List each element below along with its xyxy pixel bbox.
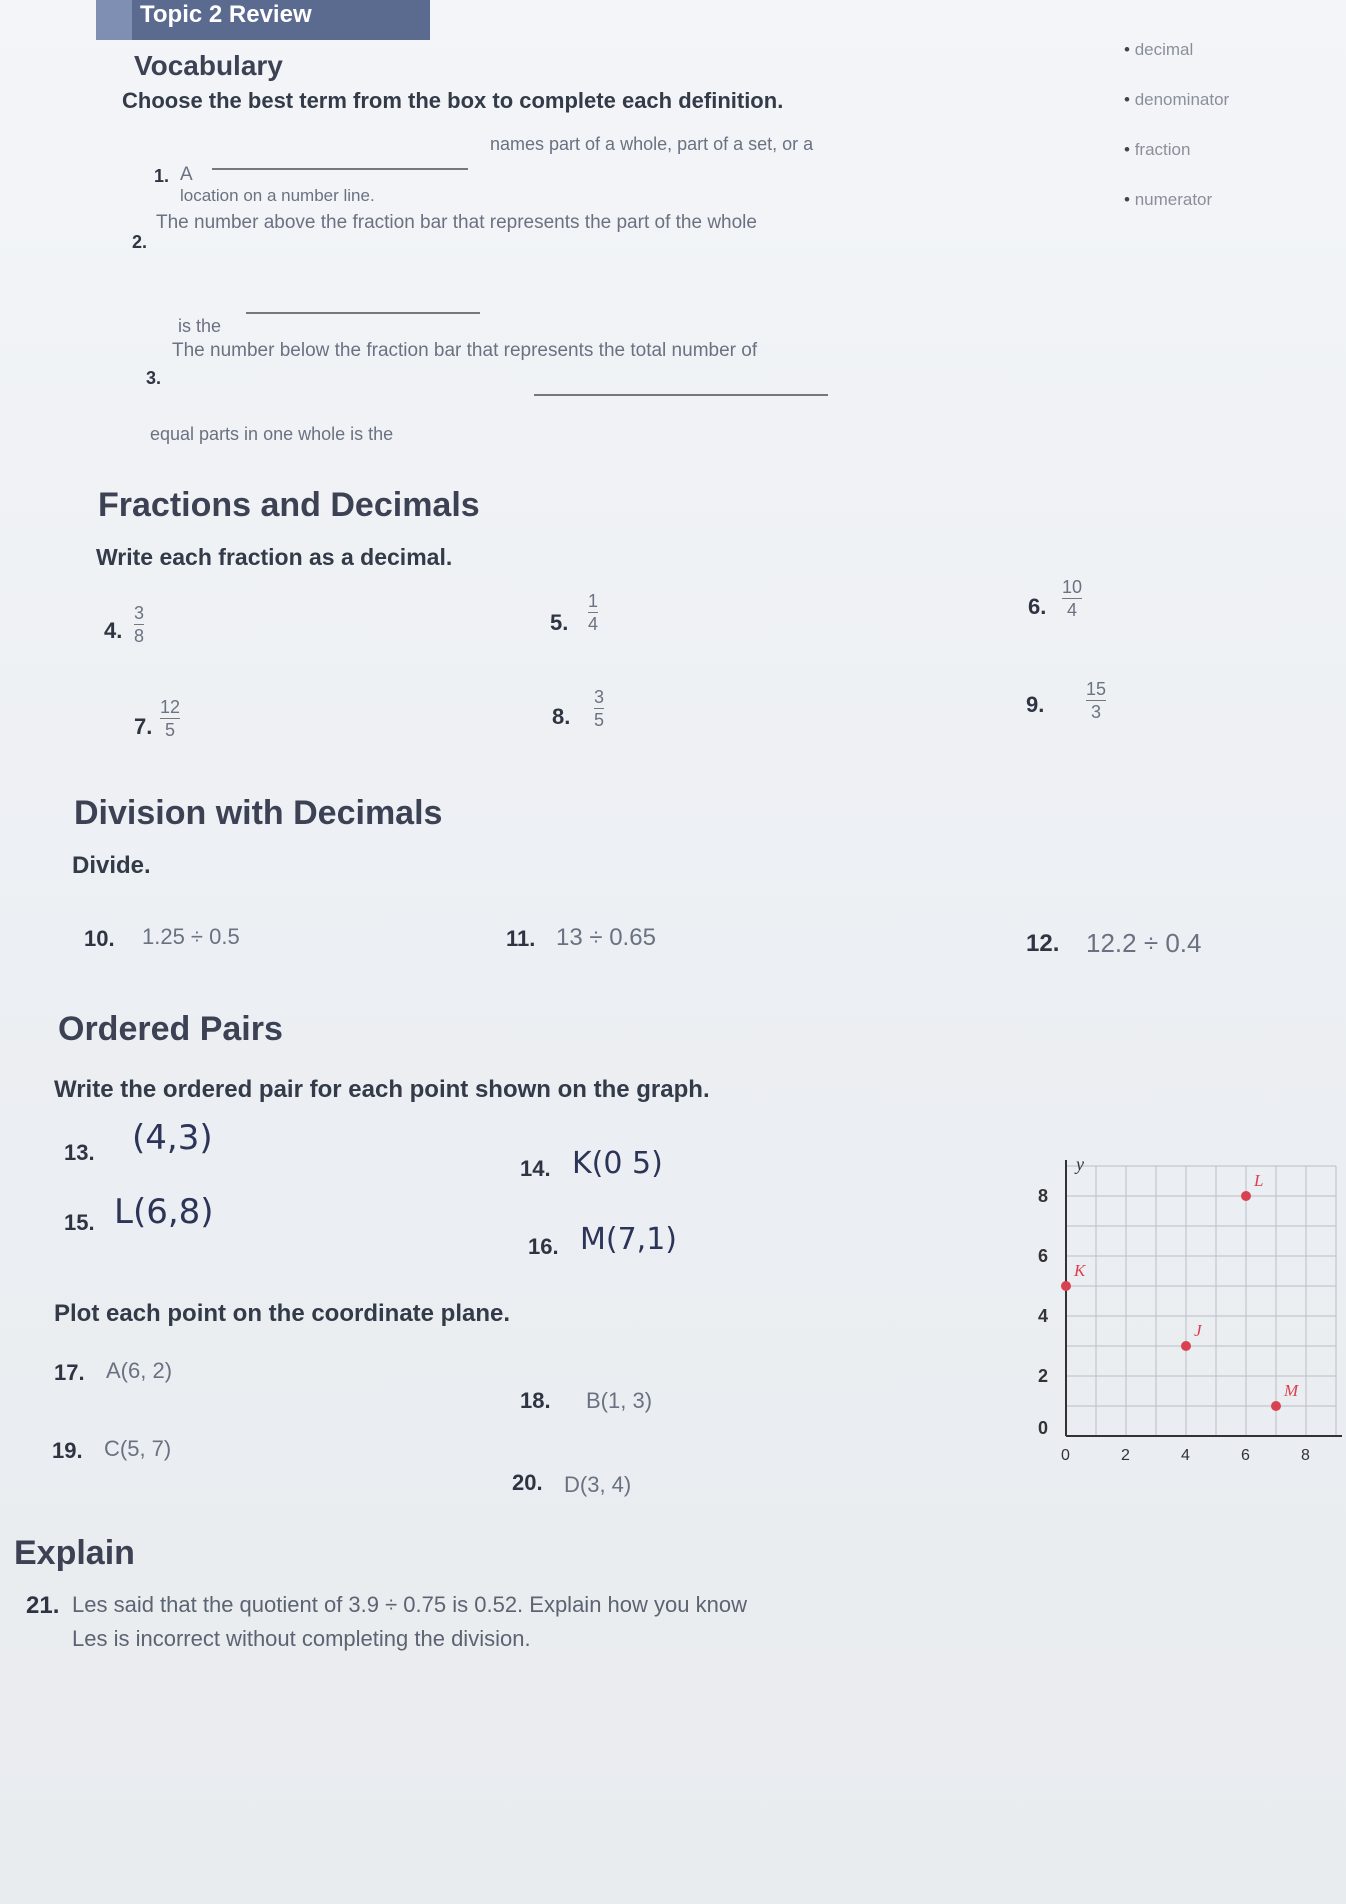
y-tick-label: 2 <box>1038 1366 1049 1386</box>
fraction-bar <box>1086 700 1106 701</box>
y-tick-label: 6 <box>1038 1246 1049 1266</box>
denominator: 4 <box>588 614 599 634</box>
y-tick-label: 0 <box>1038 1418 1049 1438</box>
q2-text-cont: is the <box>178 316 222 336</box>
ordered-pairs-title: Ordered Pairs <box>58 1010 283 1048</box>
point-k-label: K <box>1074 1261 1086 1280</box>
q11-number: 11. <box>506 926 536 951</box>
fraction-bar <box>588 612 598 613</box>
q11-expression: 13 ÷ 0.65 <box>556 924 656 951</box>
vocabulary-instruction: Choose the best term from the box to complete each definition. <box>122 88 784 113</box>
point-m-marker <box>1271 1401 1281 1411</box>
x-tick-label: 6 <box>1241 1447 1250 1464</box>
q5-number: 5. <box>550 610 569 635</box>
q1-text: names part of a whole, part of a set, or a <box>490 134 814 154</box>
q8-fraction <box>594 688 604 729</box>
q18-number: 18. <box>520 1388 551 1413</box>
denominator: 5 <box>165 720 176 740</box>
numerator: 3 <box>594 687 605 707</box>
q18-point: B(1, 3) <box>586 1388 653 1413</box>
fraction-bar <box>134 624 144 625</box>
y-tick-label: 4 <box>1038 1306 1049 1326</box>
q5-fraction <box>588 592 598 633</box>
fraction-bar <box>1062 598 1082 599</box>
q14-number: 14. <box>520 1156 551 1181</box>
q9-number: 9. <box>1026 692 1045 717</box>
q6-number: 6. <box>1028 594 1047 619</box>
word-bank-item: • decimal <box>1124 40 1229 60</box>
q4-fraction <box>134 604 144 645</box>
q21-text: Les said that the quotient of 3.9 ÷ 0.75 is 0.52. Explain how you know <box>72 1592 747 1617</box>
q20-point: D(3, 4) <box>564 1472 632 1497</box>
division-instruction: Divide. <box>72 852 151 879</box>
q12-number: 12. <box>1026 930 1060 957</box>
division-title: Division with Decimals <box>74 794 443 832</box>
denominator: 8 <box>134 626 145 646</box>
point-m-label: M <box>1284 1381 1299 1400</box>
q1-text-cont: location on a number line. <box>180 186 375 205</box>
q17-number: 17. <box>54 1360 85 1385</box>
q19-point: C(5, 7) <box>104 1436 172 1461</box>
ordered-pairs-instruction: Write the ordered pair for each point shown on the graph. <box>54 1076 710 1103</box>
q3-number: 3. <box>146 368 162 388</box>
numerator: 3 <box>134 603 145 623</box>
q4-number: 4. <box>104 618 123 643</box>
word-bank-item: • numerator <box>1124 190 1229 210</box>
q10-expression: 1.25 ÷ 0.5 <box>142 924 240 949</box>
q1-pre: A <box>180 164 193 185</box>
numerator: 1 <box>588 591 599 611</box>
q17-point: A(6, 2) <box>106 1358 173 1383</box>
q3-text: The number below the fraction bar that represents the total number of <box>172 340 758 361</box>
topic-header <box>96 0 430 40</box>
x-tick-label: 8 <box>1301 1447 1310 1464</box>
q12-expression: 12.2 ÷ 0.4 <box>1086 928 1202 958</box>
q2-text: The number above the fraction bar that represents the part of the whole <box>156 212 757 233</box>
plot-instruction: Plot each point on the coordinate plane. <box>54 1300 511 1327</box>
x-tick-label: 2 <box>1121 1447 1130 1464</box>
q16-number: 16. <box>528 1234 559 1259</box>
point-l-marker <box>1241 1191 1251 1201</box>
numerator: 12 <box>160 697 181 717</box>
word-bank <box>1124 40 1229 240</box>
q3-answer-blank[interactable] <box>534 394 828 396</box>
q20-number: 20. <box>512 1470 543 1495</box>
topic-title: Topic 2 Review <box>140 1 312 28</box>
fraction-bar <box>594 708 604 709</box>
q19-number: 19. <box>52 1438 83 1463</box>
y-axis-label: y <box>1076 1154 1084 1174</box>
q1-number: 1. <box>154 166 170 186</box>
fraction-bar <box>160 718 180 719</box>
q1-answer-blank[interactable] <box>212 168 468 170</box>
fractions-title: Fractions and Decimals <box>98 486 480 524</box>
point-k-marker <box>1061 1281 1071 1291</box>
word-bank-item: • fraction <box>1124 140 1229 160</box>
point-j-label: J <box>1194 1321 1202 1340</box>
denominator: 5 <box>594 710 605 730</box>
numerator: 15 <box>1086 679 1107 699</box>
vocabulary-title: Vocabulary <box>134 50 283 81</box>
q21-number: 21. <box>26 1592 60 1619</box>
x-tick-label: 0 <box>1061 1447 1070 1464</box>
q16-handwritten-answer: M(7,1) <box>580 1222 678 1257</box>
q15-handwritten-answer: L(6,8) <box>114 1192 214 1232</box>
q6-fraction <box>1062 578 1082 619</box>
x-tick-label: 4 <box>1181 1447 1190 1464</box>
coordinate-plane[interactable] <box>1000 1080 1346 1470</box>
q21-text-cont: Les is incorrect without completing the division. <box>72 1626 531 1651</box>
q2-number: 2. <box>132 232 148 252</box>
point-l-label: L <box>1254 1171 1264 1190</box>
q3-text-cont: equal parts in one whole is the <box>150 424 394 444</box>
q7-fraction <box>160 698 180 739</box>
numerator: 10 <box>1062 577 1083 597</box>
explain-title: Explain <box>14 1534 135 1572</box>
q13-number: 13. <box>64 1140 95 1165</box>
q13-handwritten-answer: (4,3) <box>132 1118 213 1158</box>
q14-handwritten-answer: K(0 5) <box>572 1146 663 1181</box>
q15-number: 15. <box>64 1210 95 1235</box>
denominator: 4 <box>1067 600 1078 620</box>
q7-number: 7. <box>134 714 153 739</box>
point-j-marker <box>1181 1341 1191 1351</box>
q10-number: 10. <box>84 926 115 951</box>
denominator: 3 <box>1091 702 1102 722</box>
y-tick-label: 8 <box>1038 1186 1049 1206</box>
q8-number: 8. <box>552 704 571 729</box>
word-bank-item: • denominator <box>1124 90 1229 110</box>
q9-fraction <box>1086 680 1106 721</box>
fractions-instruction: Write each fraction as a decimal. <box>96 544 453 570</box>
q2-answer-blank[interactable] <box>246 312 480 314</box>
